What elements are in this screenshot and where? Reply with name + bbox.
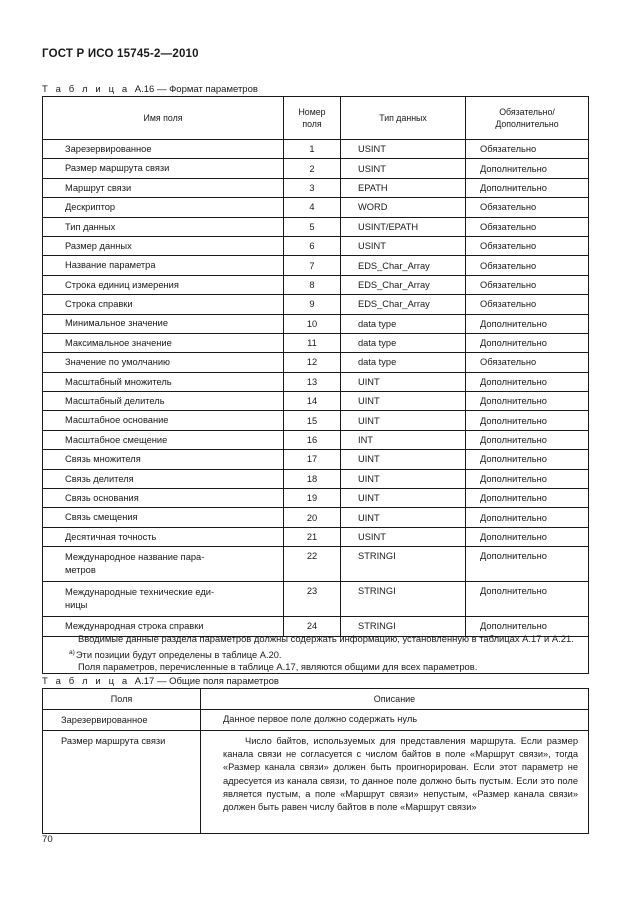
table-a16-caption-title: — Формат параметров <box>156 84 258 95</box>
table-a17-body <box>43 710 589 834</box>
table-a16-cell-obligation: Обязательно <box>466 217 589 236</box>
table-a16-cell-field-number: 22 <box>284 547 341 582</box>
table-a16-cell-field-number: 6 <box>284 236 341 255</box>
table-a16-cell-field-number: 4 <box>284 198 341 217</box>
table-a16-cell-data-type: UINT <box>341 411 466 430</box>
table-a16-cell-data-type: UINT <box>341 489 466 508</box>
table-a16-header-row <box>43 97 589 140</box>
table-a16-header-name: Имя поля <box>43 97 284 140</box>
table-a16-cell-field-name: Масштабный делитель <box>43 392 284 411</box>
table-a16-cell-obligation: Дополнительно <box>466 527 589 546</box>
table-a16-header-obligation-line1: Обязательно/ <box>499 107 555 117</box>
table-row <box>43 159 589 178</box>
table-a16-cell-data-type: STRINGI <box>341 547 466 582</box>
table-a16-cell-obligation: Обязательно <box>466 295 589 314</box>
table-row <box>43 217 589 236</box>
table-row <box>43 489 589 508</box>
table-a16-cell-field-number: 18 <box>284 469 341 488</box>
table-a16-cell-obligation: Дополнительно <box>466 469 589 488</box>
table-a16-cell-field-name: Размер данных <box>43 236 284 255</box>
table-row <box>43 582 589 617</box>
table-a16-cell-field-name: Размер маршрута связи <box>43 159 284 178</box>
table-a16-cell-obligation: Обязательно <box>466 236 589 255</box>
table-a16-cell-obligation: Дополнительно <box>466 314 589 333</box>
table-row <box>43 547 589 582</box>
table-a16-header-number-line1: Номер <box>298 107 326 117</box>
table-a16-cell-field-number: 2 <box>284 159 341 178</box>
table-a17-cell-field: Размер маршрута связи <box>43 731 201 834</box>
table-a16-cell-obligation: Дополнительно <box>466 508 589 527</box>
table-a16-cell-obligation: Дополнительно <box>466 159 589 178</box>
table-row <box>43 392 589 411</box>
table-row <box>43 314 589 333</box>
table-row <box>43 236 589 255</box>
table-a16-cell-obligation: Дополнительно <box>466 178 589 197</box>
table-a16-caption-label: Т а б л и ц а <box>42 84 130 95</box>
page-number: 70 <box>42 834 53 845</box>
table-row <box>43 527 589 546</box>
table-a16-cell-field-number: 14 <box>284 392 341 411</box>
table-row <box>43 198 589 217</box>
table-a17-description-text: Число байтов, используемых для представления маршрута. Если размер канала связи не согласуется с числом байтов в поле «Маршрут связи», тогда «Размер канала связи» должен быть проигнорирован. Если этот параметр не адресуется из канала связи, то данное поле должно быть пустым. Если это поле является пустым, а поле «Маршрут связи» непустым, «Размер канала связи» должен быть равен числу байтов в поле «Маршрут связи» <box>223 736 578 813</box>
table-a16-cell-obligation: Дополнительно <box>466 333 589 352</box>
table-a16-caption <box>42 84 258 95</box>
table-a16-cell-field-number: 10 <box>284 314 341 333</box>
table-a17-caption-label: Т а б л и ц а <box>42 676 130 687</box>
table-a16-cell-field-number: 15 <box>284 411 341 430</box>
table-a16-cell-field-name: Связь основания <box>43 489 284 508</box>
table-a16-cell-field-number: 1 <box>284 140 341 159</box>
table-a16-cell-field-name: Строка единиц измерения <box>43 275 284 294</box>
table-a16-cell-field-name: Маршрут связи <box>43 178 284 197</box>
table-a16-cell-field-name: Международная строка справки <box>43 617 284 636</box>
table-a16-cell-obligation: Дополнительно <box>466 392 589 411</box>
table-row <box>43 295 589 314</box>
table-a16-cell-field-name: Тип данных <box>43 217 284 236</box>
table-a16-cell-field-name: Название параметра <box>43 256 284 275</box>
table-a17-cell-field: Зарезервированное <box>43 710 201 731</box>
table-a16 <box>42 96 589 674</box>
table-a16-cell-data-type: STRINGI <box>341 617 466 636</box>
table-a17-header-description: Описание <box>201 689 589 710</box>
table-a16-cell-field-number: 20 <box>284 508 341 527</box>
table-a16-cell-data-type: EPATH <box>341 178 466 197</box>
table-a17-description-text: Данное первое поле должно содержать нуль <box>223 714 418 725</box>
table-a16-cell-field-name: Международное название пара- метров <box>43 547 284 582</box>
table-a16-cell-field-number: 19 <box>284 489 341 508</box>
table-a17-caption-title: — Общие поля параметров <box>156 676 279 687</box>
table-a16-header-obligation-line2: Дополнительно <box>495 119 559 129</box>
table-a16-cell-obligation: Дополнительно <box>466 450 589 469</box>
table-a16-cell-field-name: Масштабный множитель <box>43 372 284 391</box>
table-a16-cell-obligation: Дополнительно <box>466 372 589 391</box>
table-a16-cell-data-type: data type <box>341 314 466 333</box>
table-a16-cell-field-name: Дескриптор <box>43 198 284 217</box>
table-a16-cell-data-type: EDS_Char_Array <box>341 275 466 294</box>
table-a17 <box>42 688 589 834</box>
table-a16-cell-field-number: 7 <box>284 256 341 275</box>
table-row <box>43 353 589 372</box>
table-a16-cell-field-number: 9 <box>284 295 341 314</box>
table-row <box>43 256 589 275</box>
table-a16-cell-field-number: 8 <box>284 275 341 294</box>
table-a16-cell-data-type: UINT <box>341 392 466 411</box>
table-a16-cell-field-number: 13 <box>284 372 341 391</box>
table-a17-caption <box>42 676 279 687</box>
table-a16-header-data-type: Тип данных <box>341 97 466 140</box>
table-a17-cell-description <box>201 731 589 834</box>
table-a16-cell-obligation: Дополнительно <box>466 547 589 582</box>
table-a16-cell-field-name: Максимальное значение <box>43 333 284 352</box>
table-row <box>43 430 589 449</box>
table-a16-cell-data-type: data type <box>341 333 466 352</box>
table-a16-cell-field-name: Связь делителя <box>43 469 284 488</box>
table-a17-header-row <box>43 689 589 710</box>
document-standard-title: ГОСТ Р ИСО 15745-2—2010 <box>42 48 199 60</box>
table-row <box>43 411 589 430</box>
table-a16-cell-field-number: 16 <box>284 430 341 449</box>
table-a16-footnote-text: Эти позиции будут определены в таблице А.20. <box>75 650 282 661</box>
table-row <box>43 710 589 731</box>
table-a16-cell-data-type: WORD <box>341 198 466 217</box>
table-a16-cell-field-name: Масштабное основание <box>43 411 284 430</box>
table-a16-cell-field-number: 5 <box>284 217 341 236</box>
table-a16-cell-data-type: INT <box>341 430 466 449</box>
table-row <box>43 372 589 391</box>
table-a16-cell-obligation: Дополнительно <box>466 430 589 449</box>
table-row <box>43 731 589 834</box>
table-a16-cell-data-type: UINT <box>341 469 466 488</box>
table-a16-header-number <box>284 97 341 140</box>
table-a17-cell-description <box>201 710 589 731</box>
table-a16-cell-data-type: USINT <box>341 236 466 255</box>
table-a16-cell-field-name: Международные технические еди- ницы <box>43 582 284 617</box>
table-a16-cell-field-name: Минимальное значение <box>43 314 284 333</box>
table-a16-header-number-line2: поля <box>302 119 322 129</box>
table-a16-cell-obligation: Обязательно <box>466 198 589 217</box>
table-a16-header-obligation <box>466 97 589 140</box>
table-a16-cell-obligation: Дополнительно <box>466 411 589 430</box>
table-a16-cell-obligation: Обязательно <box>466 275 589 294</box>
table-a16-cell-field-name: Зарезервированное <box>43 140 284 159</box>
table-row <box>43 469 589 488</box>
table-a16-cell-field-name: Связь множителя <box>43 450 284 469</box>
table-a16-cell-data-type: USINT <box>341 527 466 546</box>
paragraph-input-data: Вводимые данные раздела параметров должны содержать информацию, установленную в таблицах А.17 и А.21. <box>78 633 574 644</box>
table-a16-cell-field-name: Строка справки <box>43 295 284 314</box>
table-a16-cell-obligation: Дополнительно <box>466 489 589 508</box>
table-a16-cell-obligation: Дополнительно <box>466 582 589 617</box>
table-a16-cell-data-type: USINT/EPATH <box>341 217 466 236</box>
table-a16-cell-field-number: 11 <box>284 333 341 352</box>
table-a16-cell-obligation: Дополнительно <box>466 617 589 636</box>
table-row <box>43 140 589 159</box>
table-a16-cell-field-name: Значение по умолчанию <box>43 353 284 372</box>
table-a16-cell-field-name: Десятичная точность <box>43 527 284 546</box>
table-a16-cell-field-number: 3 <box>284 178 341 197</box>
table-a16-cell-data-type: USINT <box>341 140 466 159</box>
table-row <box>43 275 589 294</box>
table-a16-footnote-marker: а) <box>69 649 75 657</box>
table-a16-cell-obligation: Обязательно <box>466 256 589 275</box>
table-a16-cell-field-number: 21 <box>284 527 341 546</box>
paragraph-common-fields: Поля параметров, перечисленные в таблице А.17, являются общими для всех параметров. <box>78 661 478 672</box>
table-a16-cell-data-type: UINT <box>341 372 466 391</box>
table-a16-caption-number: А.16 <box>134 84 155 95</box>
table-a16-cell-data-type: USINT <box>341 159 466 178</box>
table-row <box>43 333 589 352</box>
table-a17-header-field: Поля <box>43 689 201 710</box>
table-a16-cell-data-type: data type <box>341 353 466 372</box>
table-a16-cell-field-number: 24 <box>284 617 341 636</box>
table-a16-cell-obligation: Обязательно <box>466 140 589 159</box>
table-a16-cell-data-type: STRINGI <box>341 582 466 617</box>
table-a16-cell-field-name: Связь смещения <box>43 508 284 527</box>
table-a16-cell-field-name: Масштабное смещение <box>43 430 284 449</box>
table-row <box>43 508 589 527</box>
table-a16-cell-field-number: 23 <box>284 582 341 617</box>
table-a16-cell-data-type: EDS_Char_Array <box>341 256 466 275</box>
table-row <box>43 450 589 469</box>
table-a16-cell-obligation: Обязательно <box>466 353 589 372</box>
table-a17-caption-number: А.17 <box>134 676 155 687</box>
table-a16-cell-field-number: 17 <box>284 450 341 469</box>
table-a16-cell-data-type: UINT <box>341 450 466 469</box>
table-a16-cell-data-type: UINT <box>341 508 466 527</box>
table-a16-cell-field-number: 12 <box>284 353 341 372</box>
table-a16-body <box>43 140 589 637</box>
table-a16-cell-data-type: EDS_Char_Array <box>341 295 466 314</box>
table-row <box>43 178 589 197</box>
